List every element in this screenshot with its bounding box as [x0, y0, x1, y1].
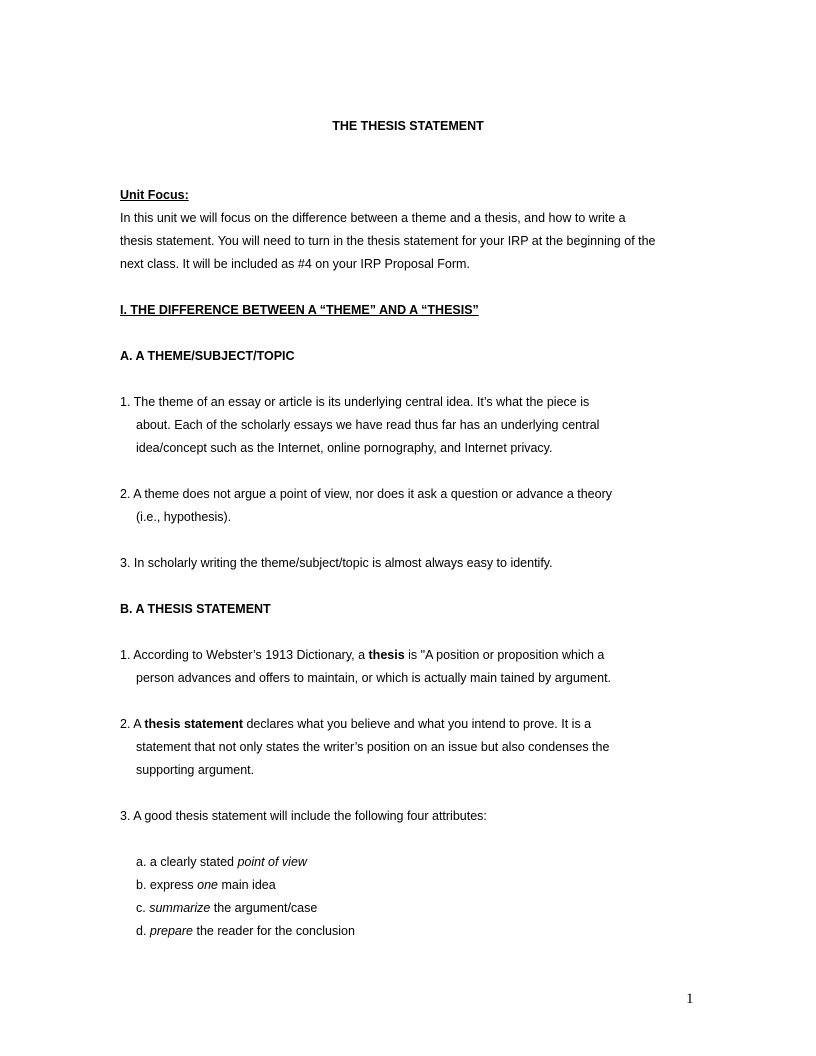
thesis-item-3: 3. A good thesis statement will include the following four attributes: — [120, 809, 487, 823]
text-segment: 2. A — [120, 717, 145, 731]
bold-term: thesis — [368, 648, 405, 662]
text-segment: c. — [136, 901, 150, 915]
thesis-item-2-line: supporting argument. — [136, 763, 255, 777]
section-b-heading: B. A THESIS STATEMENT — [120, 602, 271, 616]
unit-focus-line: next class. It will be included as #4 on your IRP Proposal Form. — [120, 257, 470, 271]
italic-term: summarize — [149, 901, 211, 915]
theme-item-2-line: (i.e., hypothesis). — [136, 510, 232, 524]
text-segment: the reader for the conclusion — [193, 924, 355, 938]
section-1-heading: I. THE DIFFERENCE BETWEEN A “THEME” AND A “THESIS” — [120, 303, 479, 317]
section-a-heading: A. A THEME/SUBJECT/TOPIC — [120, 349, 295, 363]
text-segment: a. a clearly stated — [136, 855, 238, 869]
unit-focus-heading: Unit Focus: — [120, 188, 189, 202]
text-segment: the argument/case — [210, 901, 318, 915]
text-segment: main idea — [218, 878, 276, 892]
text-segment: 1. According to Webster’s 1913 Dictionary, a — [120, 648, 369, 662]
unit-focus-line: In this unit we will focus on the difference between a theme and a thesis, and how to write a — [120, 211, 626, 225]
unit-focus-line: thesis statement. You will need to turn in the thesis statement for your IRP at the beginning of the — [120, 234, 656, 248]
theme-item-1-line: about. Each of the scholarly essays we have read thus far has an underlying central — [136, 418, 600, 432]
attribute-item — [136, 923, 355, 939]
theme-item-3: 3. In scholarly writing the theme/subject/topic is almost always easy to identify. — [120, 556, 553, 570]
thesis-item-2-line — [120, 716, 591, 732]
italic-term: one — [197, 878, 218, 892]
page-number: 1 — [686, 991, 694, 1007]
attribute-item — [136, 854, 307, 870]
attribute-item — [136, 877, 276, 893]
thesis-item-1-line — [120, 647, 604, 663]
theme-item-1-line: idea/concept such as the Internet, online pornography, and Internet privacy. — [136, 441, 553, 455]
thesis-item-2-line: statement that not only states the writer’s position on an issue but also condenses the — [136, 740, 610, 754]
attribute-item — [136, 900, 317, 916]
theme-item-2-line: 2. A theme does not argue a point of view, nor does it ask a question or advance a theory — [120, 487, 612, 501]
document-title: THE THESIS STATEMENT — [332, 119, 484, 133]
thesis-item-1-line: person advances and offers to maintain, or which is actually main tained by argument. — [136, 671, 612, 685]
text-segment: is "A position or proposition which a — [404, 648, 605, 662]
text-segment: d. — [136, 924, 150, 938]
theme-item-1-line: 1. The theme of an essay or article is its underlying central idea. It’s what the piece is — [120, 395, 590, 409]
text-segment: b. express — [136, 878, 198, 892]
italic-term: point of view — [237, 855, 307, 869]
text-segment: declares what you believe and what you intend to prove. It is a — [243, 717, 592, 731]
bold-term: thesis statement — [144, 717, 243, 731]
italic-term: prepare — [149, 924, 193, 938]
